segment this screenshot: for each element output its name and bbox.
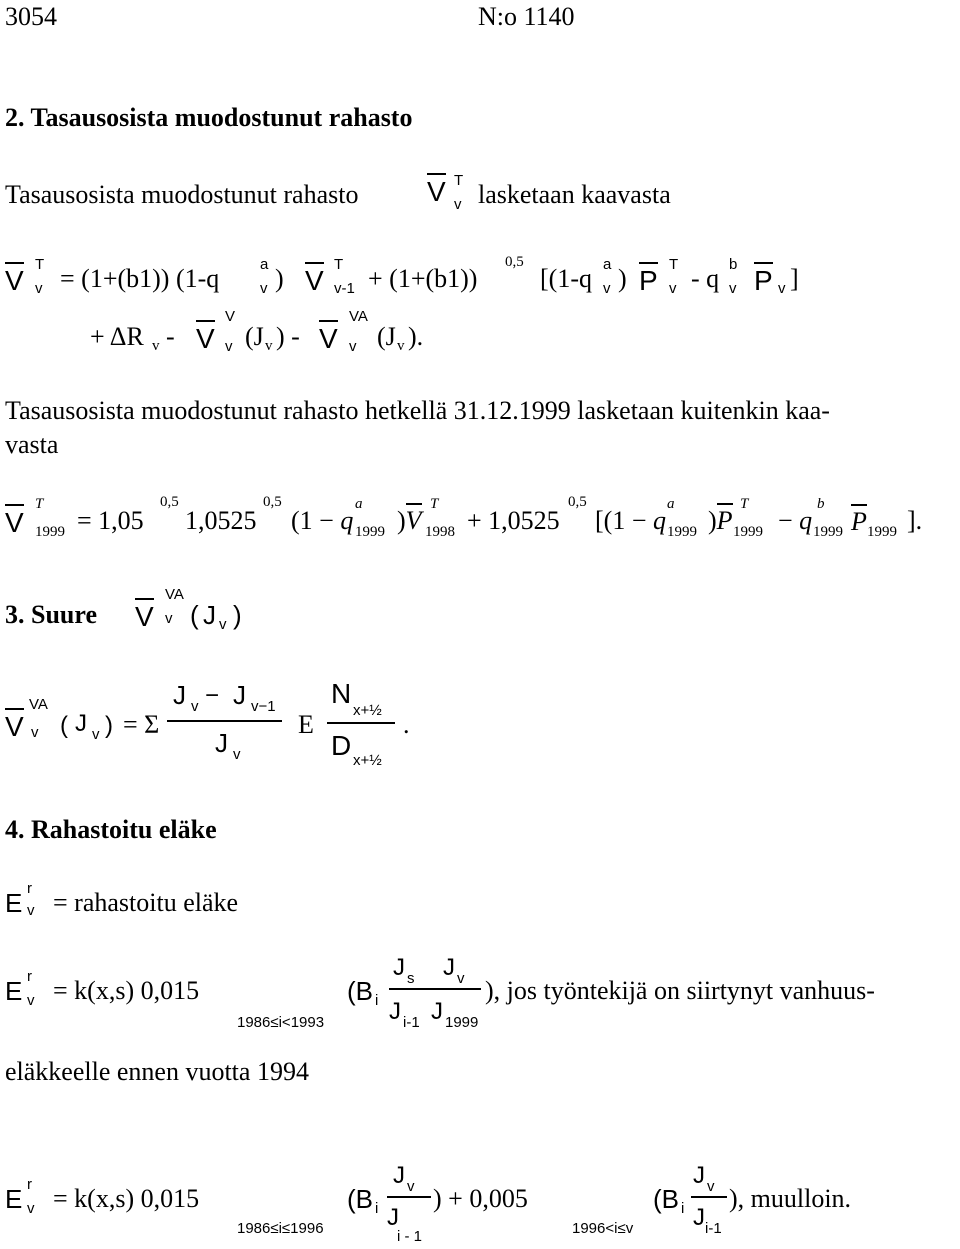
section-4-formula-1: E r v = k(x,s) 0,015 1986≤i<1993 (B i J s J v J i-1 J 1999 ), jos työntekijä on siirtynyt vanhuus- xyxy=(5,954,875,1031)
page-number: 3054 xyxy=(5,2,57,31)
formula-1-line-1: V T v = (1+(b1)) (1-q a v ) V T v-1 + (1+(b1)) 0,5 [(1-q a v ) P T v - q b v P v ] xyxy=(5,254,799,297)
section-4-formula-1-continuation: eläkkeelle ennen vuotta 1994 xyxy=(5,1057,309,1086)
section-4-definition: E r v = rahastoitu eläke xyxy=(5,880,239,919)
formula-1-line-2: + ΔR v - V V v (J v ) - V VA v (J v ). xyxy=(90,308,424,355)
paragraph-2-line-1: Tasausosista muodostunut rahasto hetkellä 31.12.1999 lasketaan kuitenkin kaa- xyxy=(5,396,830,425)
section-4-formula-2: E r v = k(x,s) 0,015 1986≤i≤1996 (B i J v J i - 1 ) + 0,005 1996<i≤v (B i J v J i-1 ), muulloin. xyxy=(5,1162,852,1245)
section-3-symbol: V VA v ( J v ) xyxy=(135,586,242,633)
intro-text-after: lasketaan kaavasta xyxy=(478,180,671,209)
intro-text-before: Tasausosista muodostunut rahasto xyxy=(5,180,359,209)
section-4-heading: 4. Rahastoitu eläke xyxy=(5,815,217,844)
document-id: N:o 1140 xyxy=(478,2,575,31)
section-2-heading: 2. Tasausosista muodostunut rahasto xyxy=(5,103,413,132)
section-3-formula: V VA v ( J v ) = Σ J v − J v−1 J v E N x+½ D x+½ . xyxy=(5,678,410,769)
section-3-heading: 3. Suure xyxy=(5,600,97,629)
formula-2: V T 1999 = 1,05 0,5 1,0525 0,5 (1 − q a 1999 )V T 1998 + 1,0525 0,5 [(1 − q a 1999 )P T 1999 − q b 1999 P 1999 ]. xyxy=(5,494,923,540)
symbol-v-t: V T v xyxy=(427,172,464,213)
paragraph-2-line-2: vasta xyxy=(5,430,59,459)
